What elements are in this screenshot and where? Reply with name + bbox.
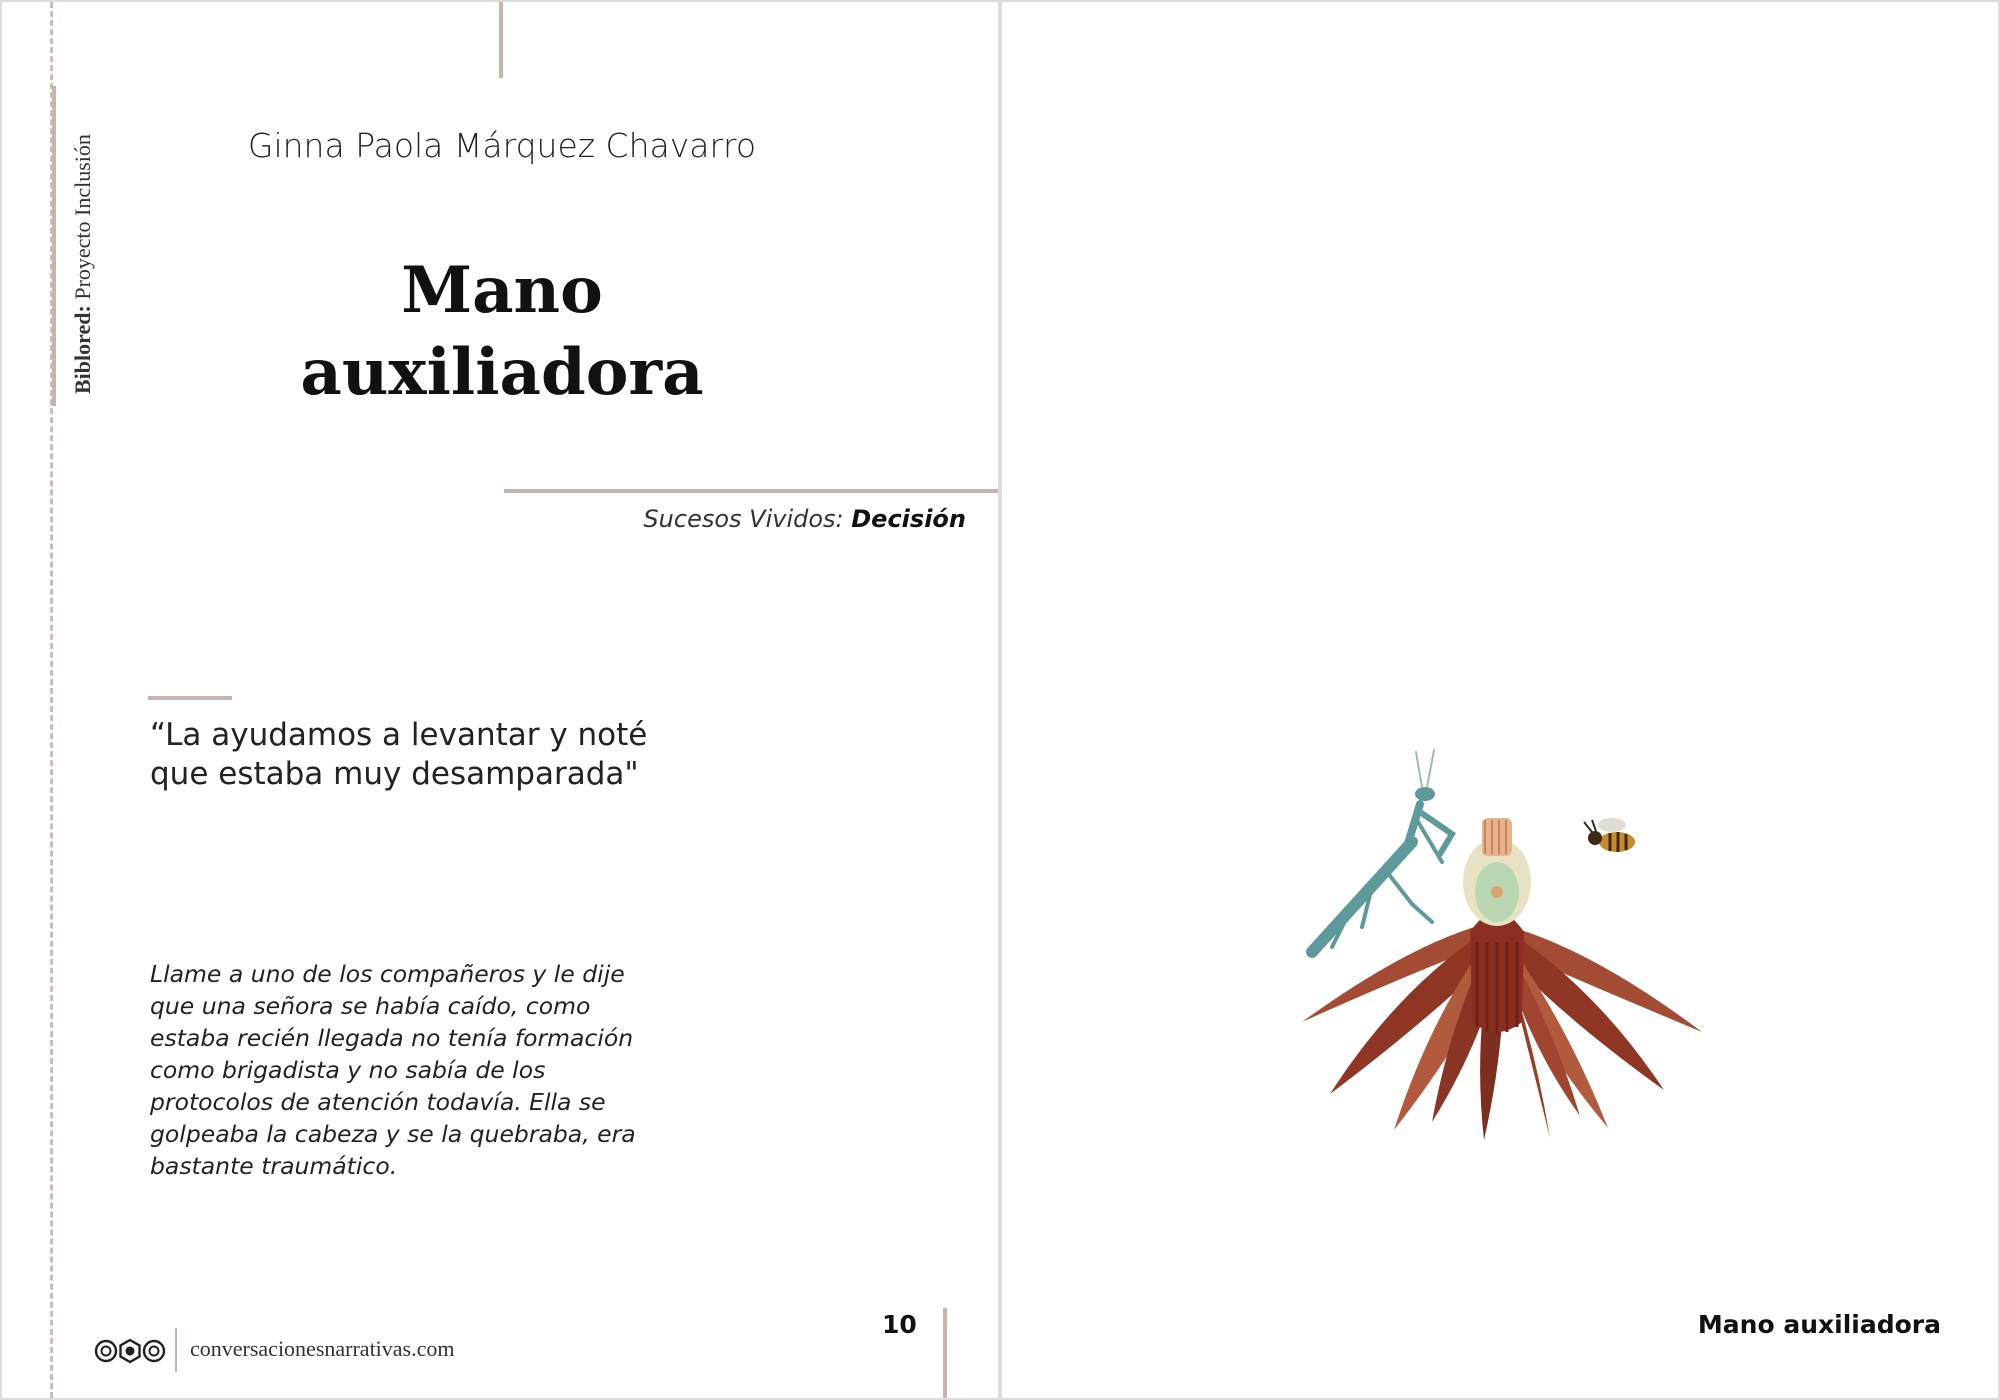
- excerpt-line: golpeaba la cabeza y se la quebraba, era: [150, 1120, 636, 1148]
- section-name: Decisión: [851, 505, 966, 533]
- running-title: Mano auxiliadora: [1697, 1310, 1941, 1339]
- excerpt-line: protocolos de atención todavía. Ella se: [150, 1088, 606, 1116]
- footer-divider: [175, 1328, 177, 1372]
- excerpt-line: bastante traumático.: [150, 1152, 398, 1180]
- website-link[interactable]: conversacionesnarrativas.com: [190, 1336, 455, 1361]
- flower-mantis-bee-illustration: [1292, 742, 1712, 1142]
- section-prefix: Sucesos Vividos:: [643, 505, 852, 533]
- quote-accent-bar: [148, 696, 232, 700]
- section-label: [643, 505, 966, 533]
- flower-center: [1463, 818, 1531, 1034]
- spine-label-bold: Biblored:: [70, 305, 95, 394]
- author-name: Ginna Paola Márquez Chavarro: [247, 126, 757, 165]
- spine-accent-bar: [52, 86, 56, 406]
- title-divider: [504, 489, 998, 493]
- excerpt-line: que una señora se había caído, como: [150, 992, 591, 1020]
- right-page: [1002, 2, 1998, 1398]
- spine-label-text: Proyecto Inclusión: [70, 134, 95, 306]
- spine-label: [58, 74, 108, 394]
- pull-quote: [150, 716, 670, 794]
- story-title: [152, 250, 852, 414]
- story-title-line-1: Mano: [401, 253, 603, 328]
- top-accent-bar: [499, 2, 503, 78]
- creative-commons-icon: [94, 1336, 166, 1366]
- pull-quote-line-1: “La ayudamos a levantar y noté: [150, 717, 648, 753]
- left-page: [2, 2, 998, 1398]
- bee-insect: [1584, 818, 1635, 852]
- excerpt-line: Llame a uno de los compañeros y le dije: [150, 960, 625, 988]
- excerpt-line: como brigadista y no sabía de los: [150, 1056, 546, 1084]
- mantis-insect: [1312, 750, 1452, 952]
- story-excerpt: [150, 958, 670, 1182]
- pull-quote-line-2: que estaba muy desamparada": [150, 756, 639, 792]
- page-number: 10: [882, 1310, 917, 1339]
- story-title-line-2: auxiliadora: [300, 335, 704, 410]
- page-number-accent-bar: [943, 1308, 947, 1398]
- excerpt-line: estaba recién llegada no tenía formación: [150, 1024, 634, 1052]
